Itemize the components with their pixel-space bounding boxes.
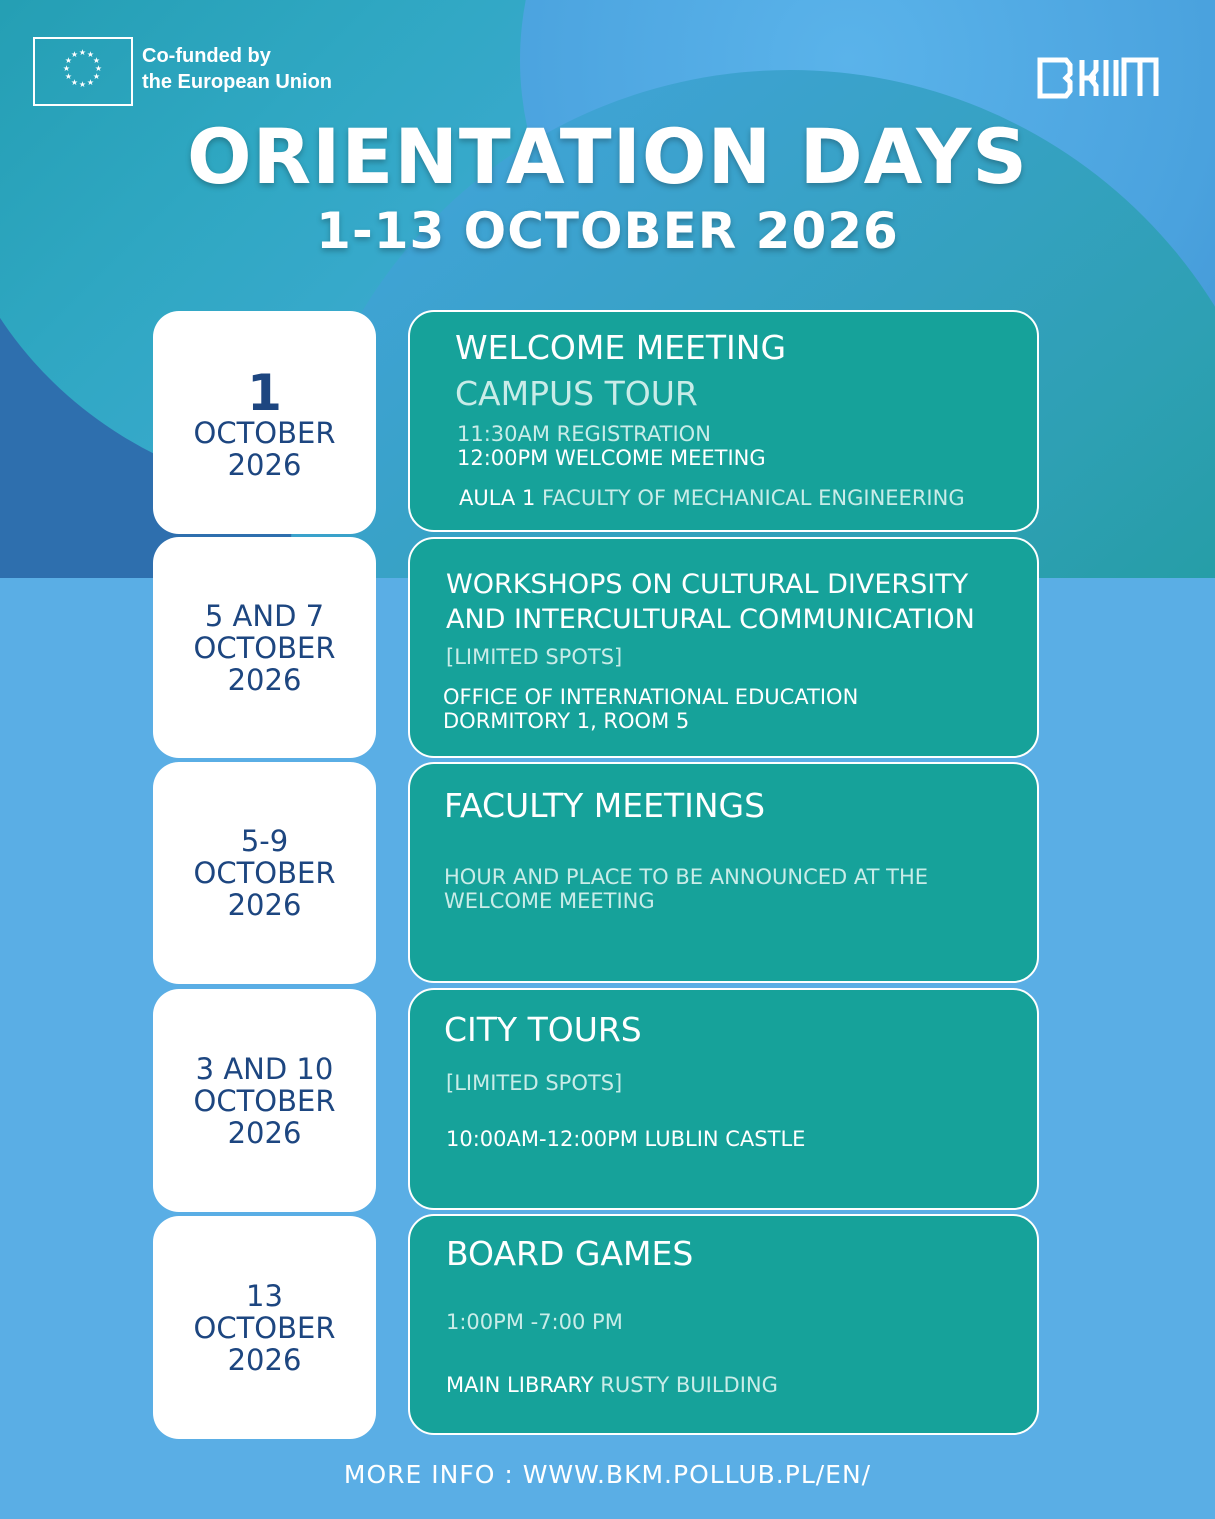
svg-text:★: ★ (86, 50, 95, 59)
event-place (446, 1373, 778, 1397)
event-heading: BOARD GAMES (446, 1234, 694, 1273)
date-day: 13 (246, 1278, 283, 1313)
page-title: ORIENTATION DAYS (187, 112, 1028, 201)
event-heading: FACULTY MEETINGS (444, 786, 766, 825)
event-card (408, 988, 1039, 1210)
date-month: OCTOBER (193, 630, 336, 665)
svg-text:★: ★ (78, 48, 87, 57)
event-time: 12:00PM WELCOME MEETING (457, 446, 766, 470)
event-note: [LIMITED SPOTS] (446, 1071, 623, 1095)
date-card (153, 989, 376, 1212)
event-subheading: CAMPUS TOUR (455, 374, 698, 413)
event-place: OFFICE OF INTERNATIONAL EDUCATION (443, 685, 859, 709)
event-card (408, 1214, 1039, 1435)
eu-flag-icon (33, 37, 133, 106)
event-time: 1:00PM -7:00 PM (446, 1310, 623, 1334)
date-year: 2026 (227, 447, 302, 482)
svg-text:★: ★ (92, 56, 101, 65)
event-place-detail: RUSTY BUILDING (600, 1373, 778, 1397)
event-heading: WELCOME MEETING (455, 328, 787, 367)
event-place-main: AULA 1 (459, 486, 536, 510)
date-year: 2026 (227, 662, 302, 697)
svg-text:★: ★ (64, 72, 73, 81)
eu-stars-icon (35, 39, 131, 104)
event-card (408, 762, 1039, 983)
date-month: OCTOBER (193, 1083, 336, 1118)
svg-text:★: ★ (62, 64, 71, 73)
event-heading: AND INTERCULTURAL COMMUNICATION (446, 604, 975, 635)
date-month: OCTOBER (193, 1310, 336, 1345)
event-info: WELCOME MEETING (444, 889, 655, 913)
svg-text:★: ★ (70, 50, 79, 59)
svg-text:★: ★ (86, 78, 95, 87)
svg-text:★: ★ (78, 80, 87, 89)
logo-text: BKM (1036, 57, 1039, 58)
date-day: 5 AND 7 (204, 598, 325, 633)
svg-text:★: ★ (92, 72, 101, 81)
eu-line-1: Co-funded by (142, 45, 271, 67)
date-month: OCTOBER (193, 856, 336, 890)
page-subtitle: 1-13 OCTOBER 2026 (316, 202, 899, 260)
event-note: [LIMITED SPOTS] (446, 645, 623, 669)
svg-text:★: ★ (64, 56, 73, 65)
event-card (408, 310, 1039, 532)
svg-text:★: ★ (70, 78, 79, 87)
date-card (153, 537, 376, 758)
event-heading: CITY TOURS (444, 1010, 642, 1049)
event-place-main: MAIN LIBRARY (446, 1373, 594, 1397)
date-day: 1 (247, 363, 282, 422)
bkm-logo (1036, 57, 1160, 99)
eu-line-2: the European Union (142, 71, 332, 93)
event-time-place: 10:00AM-12:00PM LUBLIN CASTLE (446, 1127, 806, 1151)
event-info: HOUR AND PLACE TO BE ANNOUNCED AT THE (444, 865, 929, 889)
date-month: OCTOBER (193, 415, 336, 450)
date-year: 2026 (227, 888, 302, 922)
event-card (408, 537, 1039, 758)
event-place-detail: FACULTY OF MECHANICAL ENGINEERING (542, 486, 965, 510)
date-year: 2026 (227, 1115, 302, 1150)
date-day: 5-9 (240, 824, 289, 858)
event-place: DORMITORY 1, ROOM 5 (443, 709, 690, 733)
date-day: 3 AND 10 (195, 1051, 334, 1086)
date-card (153, 311, 376, 534)
more-info-link[interactable]: MORE INFO : WWW.BKM.POLLUB.PL/EN/ (343, 1460, 872, 1489)
event-time: 11:30AM REGISTRATION (457, 422, 711, 446)
event-heading: WORKSHOPS ON CULTURAL DIVERSITY (446, 569, 969, 600)
date-year: 2026 (227, 1342, 302, 1377)
eu-cofunded-label (142, 43, 332, 95)
date-card (153, 762, 376, 984)
date-card (153, 1216, 376, 1439)
event-place (459, 486, 965, 510)
svg-text:★: ★ (94, 64, 103, 73)
